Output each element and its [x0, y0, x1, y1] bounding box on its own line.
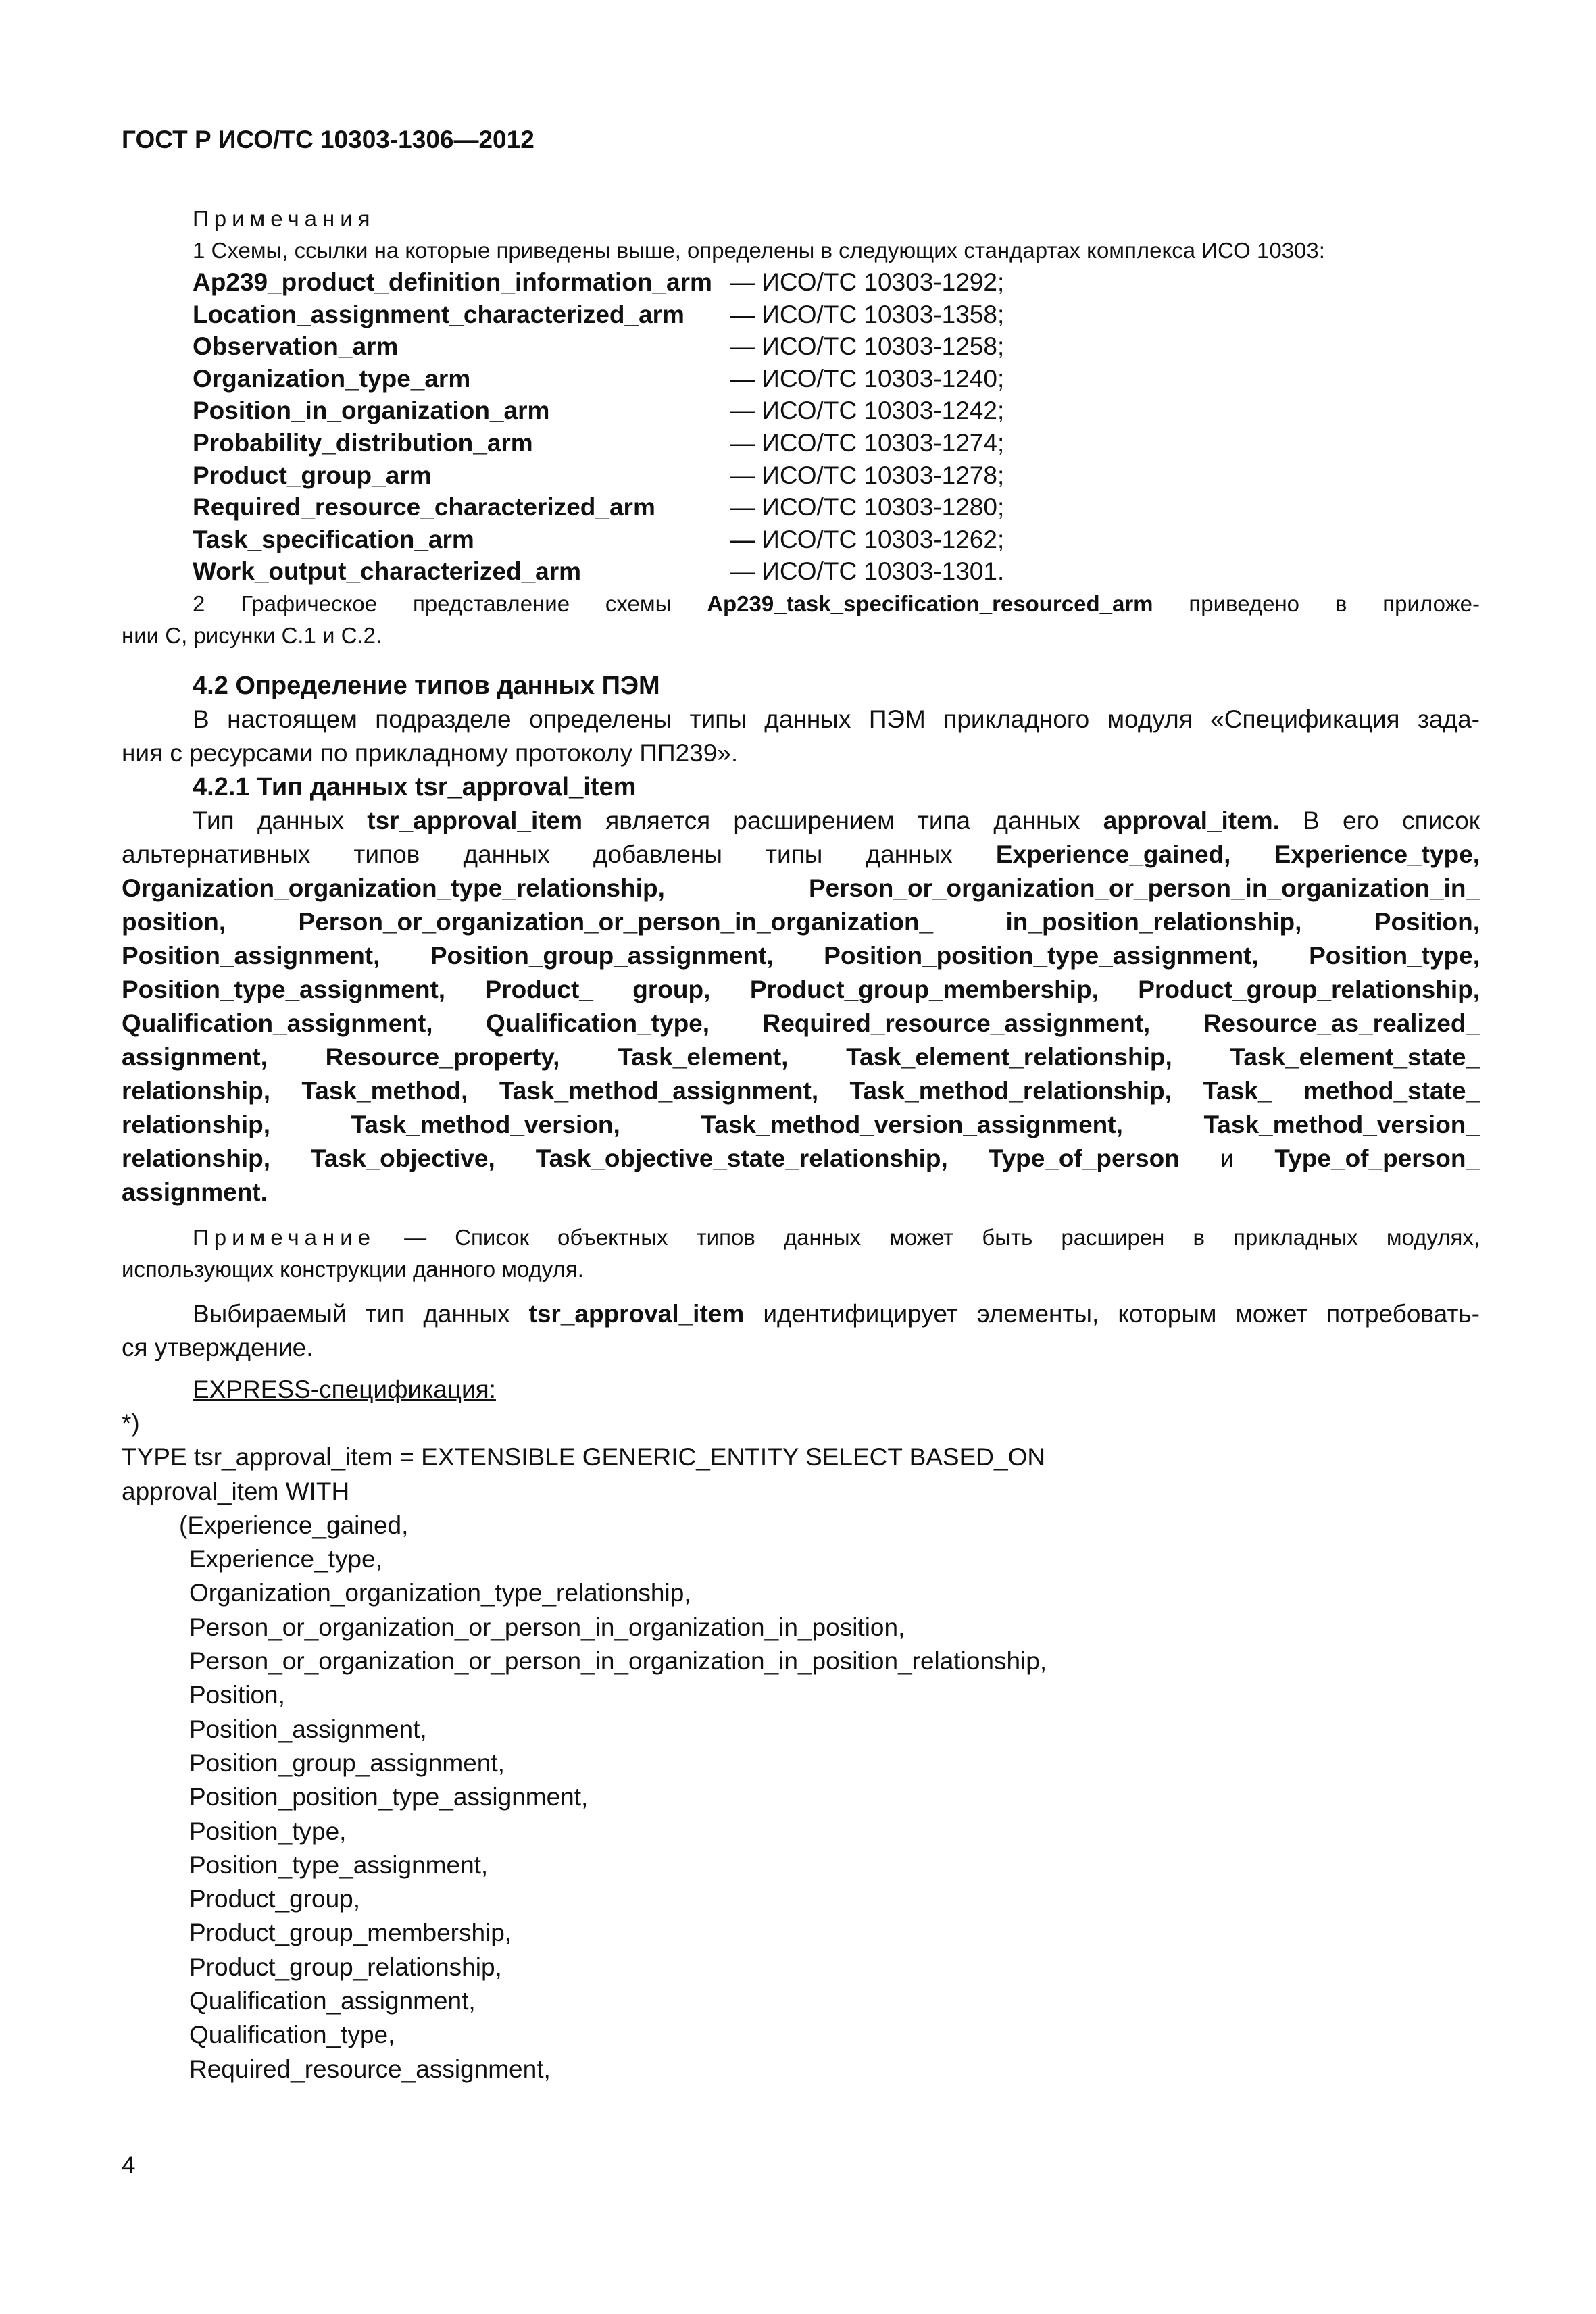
- text-span: Тип данных: [193, 807, 368, 834]
- text-span: альтернативных типов данных добавлены типы данных: [122, 840, 996, 868]
- description-line-2: ся утверждение.: [122, 1334, 314, 1361]
- note-2-prefix: 2 Графическое представление схемы: [193, 590, 707, 616]
- description-line-1: [122, 1297, 1480, 1331]
- paragraph-line: [122, 804, 1480, 838]
- schema-reference-row: [193, 427, 1480, 459]
- type-name: relationship, Task_objective, Task_objective_state_relationship, Type_of_person: [122, 1145, 1180, 1172]
- primechanie-note: [122, 1222, 1480, 1285]
- note-2-text: [122, 588, 1480, 620]
- schema-name: Probability_distribution_arm: [193, 428, 533, 457]
- code-line: approval_item WITH: [122, 1477, 350, 1505]
- schema-reference-row: [193, 459, 1480, 492]
- type-list-line: Organization_organization_type_relationship, Person_or_organization_or_person_in_organization_in_: [122, 874, 1480, 902]
- schema-name: Position_in_organization_arm: [193, 397, 550, 425]
- schema-name: Observation_arm: [193, 332, 399, 361]
- standard-code: — ИСО/ТС 10303-1242;: [730, 397, 1005, 425]
- type-name: tsr_approval_item: [528, 1300, 745, 1328]
- type-name: Type_of_person_: [1274, 1145, 1480, 1172]
- type-list-line: Qualification_assignment, Qualification_type, Required_resource_assignment, Resource_as_realized_: [122, 1009, 1480, 1037]
- schema-reference-row: [193, 395, 1480, 427]
- schema-reference-row: [193, 524, 1480, 556]
- code-line: Experience_type,: [189, 1545, 382, 1574]
- code-line: Position_type,: [189, 1817, 347, 1845]
- code-line: Required_resource_assignment,: [189, 2055, 551, 2083]
- schema-name: Ap239_product_definition_information_arm: [193, 268, 712, 296]
- standard-code: — ИСО/ТС 10303-1274;: [730, 428, 1005, 457]
- note-2-schema-name: Ap239_task_specification_resourced_arm: [707, 590, 1153, 616]
- express-label: EXPRESS-спецификация:: [193, 1376, 496, 1403]
- schema-name: Work_output_characterized_arm: [193, 557, 582, 586]
- schema-name: Product_group_arm: [193, 461, 432, 489]
- code-line: Position_group_assignment,: [189, 1749, 505, 1777]
- code-line: Organization_organization_type_relationship,: [189, 1579, 691, 1607]
- schema-name: Organization_type_arm: [193, 364, 471, 393]
- schema-name: Task_specification_arm: [193, 525, 474, 553]
- type-list-line: Position_type_assignment, Product_ group, Product_group_membership, Product_group_relationship,: [122, 976, 1480, 1003]
- select-type-description: [122, 1297, 1480, 1365]
- code-line: Qualification_type,: [189, 2021, 395, 2049]
- schema-reference-row: [193, 555, 1480, 588]
- section-4-2: [122, 669, 1480, 1209]
- standard-code: — ИСО/ТС 10303-1301.: [730, 557, 1005, 586]
- code-line: Product_group,: [189, 1885, 361, 1913]
- text-span: является расширением типа данных: [582, 807, 1103, 834]
- standard-code: — ИСО/ТС 10303-1358;: [730, 300, 1005, 328]
- type-list-line: relationship, Task_method, Task_method_assignment, Task_method_relationship, Task_ method_state_: [122, 1077, 1480, 1105]
- code-line: Position_type_assignment,: [189, 1851, 489, 1879]
- note-2-continuation: нии С, рисунки С.1 и С.2.: [122, 622, 382, 648]
- schema-name: Required_resource_characterized_arm: [193, 493, 655, 522]
- text-span: и: [1179, 1145, 1275, 1172]
- section-intro-line-2: ния с ресурсами по прикладному протоколу ПП239».: [122, 739, 739, 767]
- type-list-line: [122, 1142, 1480, 1176]
- standard-code: — ИСО/ТС 10303-1258;: [730, 332, 1005, 361]
- schema-reference-row: [193, 363, 1480, 395]
- type-name: tsr_approval_item: [367, 807, 583, 834]
- code-line: TYPE tsr_approval_item = EXTENSIBLE GENERIC_ENTITY SELECT BASED_ON: [122, 1443, 1046, 1472]
- standard-code: — ИСО/ТС 10303-1262;: [730, 525, 1005, 553]
- code-line: Position_assignment,: [189, 1715, 427, 1743]
- standard-code: — ИСО/ТС 10303-1280;: [730, 493, 1005, 522]
- code-line: Person_or_organization_or_person_in_organization_in_position,: [189, 1613, 905, 1641]
- document-header-title: ГОСТ Р ИСО/ТС 10303-1306—2012: [122, 126, 534, 153]
- text-span: В его список: [1279, 807, 1480, 834]
- code-line: Product_group_membership,: [189, 1919, 512, 1947]
- primechanie-label: Примечание: [193, 1225, 376, 1250]
- notes-block: [122, 203, 1480, 651]
- subsection-heading: 4.2.1 Тип данных tsr_approval_item: [193, 773, 637, 801]
- code-line: (Experience_gained,: [179, 1511, 409, 1539]
- schema-reference-list: [122, 266, 1480, 588]
- type-list-line: Position_assignment, Position_group_assignment, Position_position_type_assignment, Position_type,: [122, 942, 1480, 970]
- schema-name: Location_assignment_characterized_arm: [193, 300, 684, 328]
- primechanie-line-1: [122, 1222, 1480, 1253]
- schema-reference-row: [193, 491, 1480, 524]
- schema-reference-row: [193, 266, 1480, 299]
- express-specification: [122, 1373, 1480, 2086]
- paragraph-line: [122, 838, 1480, 872]
- schema-reference-row: [193, 299, 1480, 331]
- type-list-line: position, Person_or_organization_or_person_in_organization_ in_position_relationship, Position,: [122, 908, 1480, 936]
- code-line: Position,: [189, 1681, 285, 1709]
- code-line: Person_or_organization_or_person_in_organization_in_position_relationship,: [189, 1647, 1047, 1676]
- text-span: идентифицирует элементы, которым может потребовать-: [744, 1300, 1480, 1328]
- standard-code: — ИСО/ТС 10303-1292;: [730, 268, 1005, 296]
- type-name: approval_item.: [1103, 807, 1280, 834]
- notes-title: Примечания: [193, 206, 376, 231]
- type-list-line: assignment, Resource_property, Task_element, Task_element_relationship, Task_element_state_: [122, 1043, 1480, 1071]
- standard-code: — ИСО/ТС 10303-1278;: [730, 461, 1005, 489]
- code-line: Product_group_relationship,: [189, 1953, 502, 1981]
- type-list-line: assignment.: [122, 1178, 268, 1206]
- page-number: 4: [122, 2151, 136, 2179]
- code-line: Qualification_assignment,: [189, 1987, 476, 2015]
- note-2-suffix: приведено в приложе-: [1153, 590, 1480, 616]
- standard-code: — ИСО/ТС 10303-1240;: [730, 364, 1005, 393]
- section-heading: 4.2 Определение типов данных ПЭМ: [193, 672, 660, 700]
- type-name: Experience_gained, Experience_type,: [995, 840, 1480, 868]
- primechanie-text: — Список объектных типов данных может быть расширен в прикладных модулях,: [376, 1225, 1480, 1250]
- code-line: *): [122, 1409, 140, 1437]
- code-line: Position_position_type_assignment,: [189, 1783, 589, 1811]
- text-span: Выбираемый тип данных: [193, 1300, 529, 1328]
- type-list-line: relationship, Task_method_version, Task_method_version_assignment, Task_method_version_: [122, 1111, 1480, 1138]
- section-intro-line-1: В настоящем подразделе определены типы данных ПЭМ прикладного модуля «Спецификация зада-: [193, 705, 1480, 733]
- primechanie-line-2: использующих конструкции данного модуля.: [122, 1257, 584, 1282]
- note-1-text: 1 Схемы, ссылки на которые приведены выше, определены в следующих стандартах комплекса ИСО 10303:: [193, 238, 1325, 263]
- schema-reference-row: [193, 330, 1480, 363]
